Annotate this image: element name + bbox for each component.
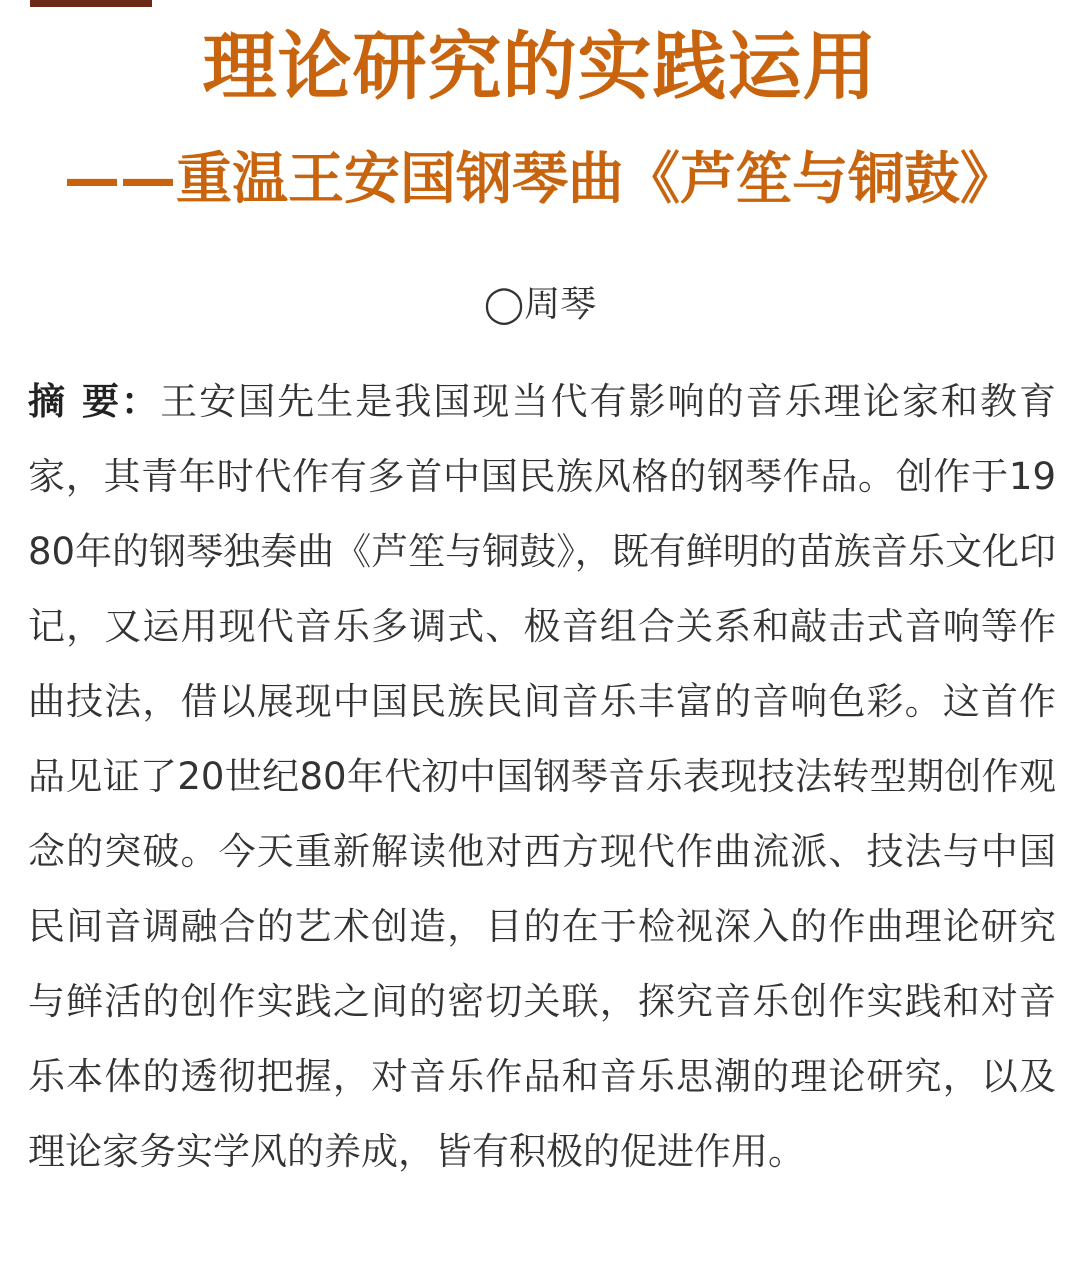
- article-title: 理论研究的实践运用: [202, 24, 878, 110]
- abstract-paragraph: [28, 364, 1056, 1189]
- abstract-label: 摘 要：: [28, 380, 161, 423]
- abstract-text: 王安国先生是我国现当代有影响的音乐理论家和教育家，其青年时代作有多首中国民族风格的钢琴作品。创作于1980年的钢琴独奏曲《芦笙与铜鼓》，既有鲜明的苗族音乐文化印记，又运用现代音乐多调式、极音组合关系和敲击式音响等作曲技法，借以展现中国民族民间音乐丰富的音响色彩。这首作品见证了20世纪80年代初中国钢琴音乐表现技法转型期创作观念的突破。今天重新解读他对西方现代作曲流派、技法与中国民间音调融合的艺术创造，目的在于检视深入的作曲理论研究与鲜活的创作实践之间的密切关联，探究音乐创作实践和对音乐本体的透彻把握，对音乐作品和音乐思潮的理论研究，以及理论家务实学风的养成，皆有积极的促进作用。: [28, 380, 1056, 1173]
- article-subtitle: ——重温王安国钢琴曲《芦笙与铜鼓》: [64, 147, 1016, 212]
- author-name: ◯周琴: [483, 284, 597, 325]
- top-decoration-bar: [30, 0, 152, 7]
